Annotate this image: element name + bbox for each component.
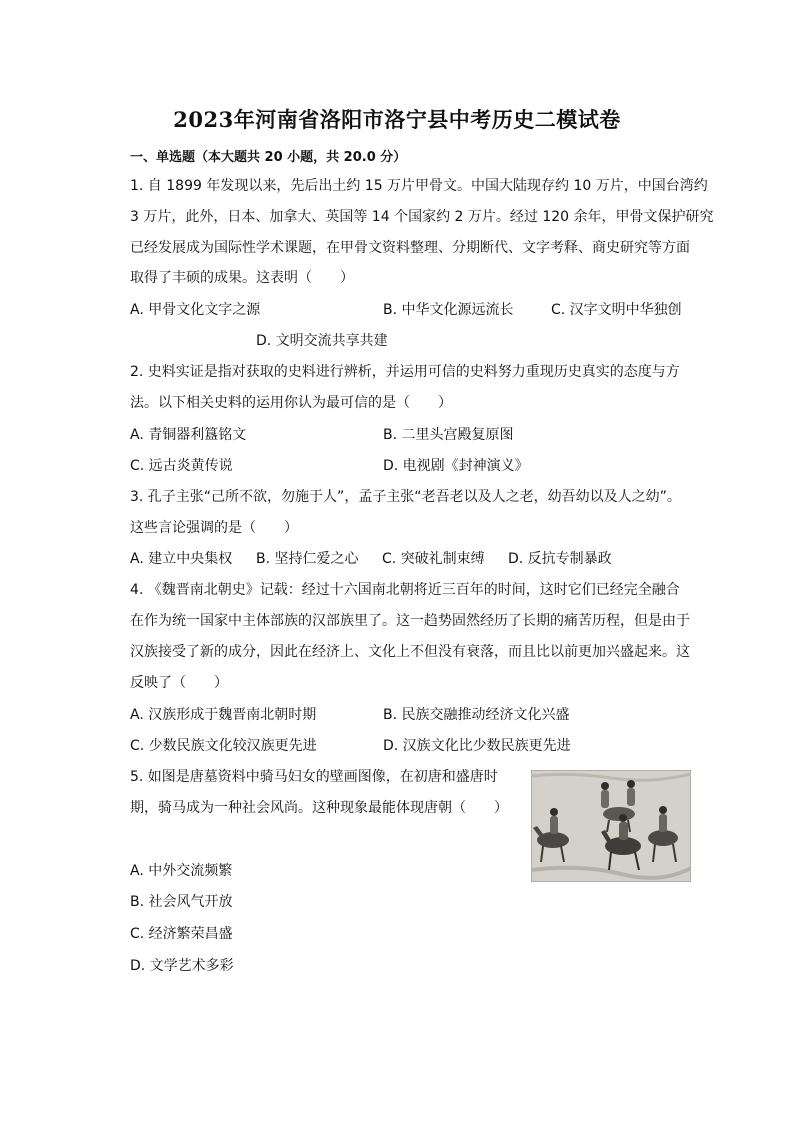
option-a: A. 青铜器利簋铭文: [130, 427, 247, 443]
option-b: B. 民族交融推动经济文化兴盛: [383, 707, 570, 723]
section-heading: 一、单选题（本大题共 20 小题，共 20.0 分）: [130, 150, 407, 165]
question-text-line: 在作为统一国家中主体部族的汉部族里了。这一趋势固然经历了长期的痛苦历程，但是由于: [130, 613, 690, 629]
question-text-line: 汉族接受了新的成分，因此在经济上、文化上不但没有衰落，而且比以前更加兴盛起来。这: [130, 644, 690, 660]
option-c: C. 汉字文明中华独创: [551, 302, 682, 318]
option-b: B. 社会风气开放: [130, 894, 233, 910]
option-a: A. 中外交流频繁: [130, 863, 233, 879]
question-text-line: 反映了（ ）: [130, 675, 228, 691]
question-text-line: 5. 如图是唐墓资料中骑马妇女的壁画图像，在初唐和盛唐时: [130, 769, 498, 785]
question-text-line: 已经发展成为国际性学术课题，在甲骨文资料整理、分期断代、文字考释、商史研究等方面: [130, 240, 690, 256]
question-text-line: 3 万片，此外，日本、加拿大、英国等 14 个国家约 2 万片。经过 120 余年，甲骨文保护研究: [130, 209, 714, 225]
option-d: D. 文明交流共享共建: [256, 333, 388, 349]
option-d: D. 汉族文化比少数民族更先进: [383, 738, 571, 754]
option-b: B. 中华文化源远流长: [383, 302, 514, 318]
option-c: C. 远古炎黄传说: [130, 458, 233, 474]
question-text-line: 3. 孔子主张“己所不欲，勿施于人”，孟子主张“老吾老以及人之老，幼吾幼以及人之幼”。: [130, 489, 681, 505]
option-a: A. 汉族形成于魏晋南北朝时期: [130, 707, 317, 723]
question-text-line: 2. 史料实证是指对获取的史料进行辨析，并运用可信的史料努力重现历史真实的态度与方: [130, 364, 680, 380]
option-a: A. 建立中央集权: [130, 551, 233, 567]
exam-title: 2023年河南省洛阳市洛宁县中考历史二模试卷: [173, 107, 621, 132]
option-c: C. 经济繁荣昌盛: [130, 926, 233, 942]
question-text-line: 期，骑马成为一种社会风尚。这种现象最能体现唐朝（ ）: [130, 800, 508, 816]
question-text-line: 取得了丰硕的成果。这表明（ ）: [130, 270, 354, 286]
question-text-line: 1. 自 1899 年发现以来，先后出土约 15 万片甲骨文。中国大陆现存约 10 万片，中国台湾约: [130, 178, 708, 194]
option-c: C. 突破礼制束缚: [382, 551, 485, 567]
option-d: D. 电视剧《封神演义》: [383, 458, 529, 474]
option-c: C. 少数民族文化较汉族更先进: [130, 738, 317, 754]
option-b: B. 二里头宫殿复原图: [383, 427, 514, 443]
question-text-line: 这些言论强调的是（ ）: [130, 520, 298, 536]
option-a: A. 甲骨文化文字之源: [130, 302, 261, 318]
question-text-line: 4. 《魏晋南北朝史》记载：经过十六国南北朝将近三百年的时间，这时它们已经完全融合: [130, 582, 680, 598]
option-d: D. 反抗专制暴政: [508, 551, 612, 567]
question-text-line: 法。以下相关史料的运用你认为最可信的是（ ）: [130, 395, 452, 411]
tang-mural-riders-image: [531, 770, 691, 882]
option-b: B. 坚持仁爱之心: [256, 551, 359, 567]
option-d: D. 文学艺术多彩: [130, 958, 234, 974]
